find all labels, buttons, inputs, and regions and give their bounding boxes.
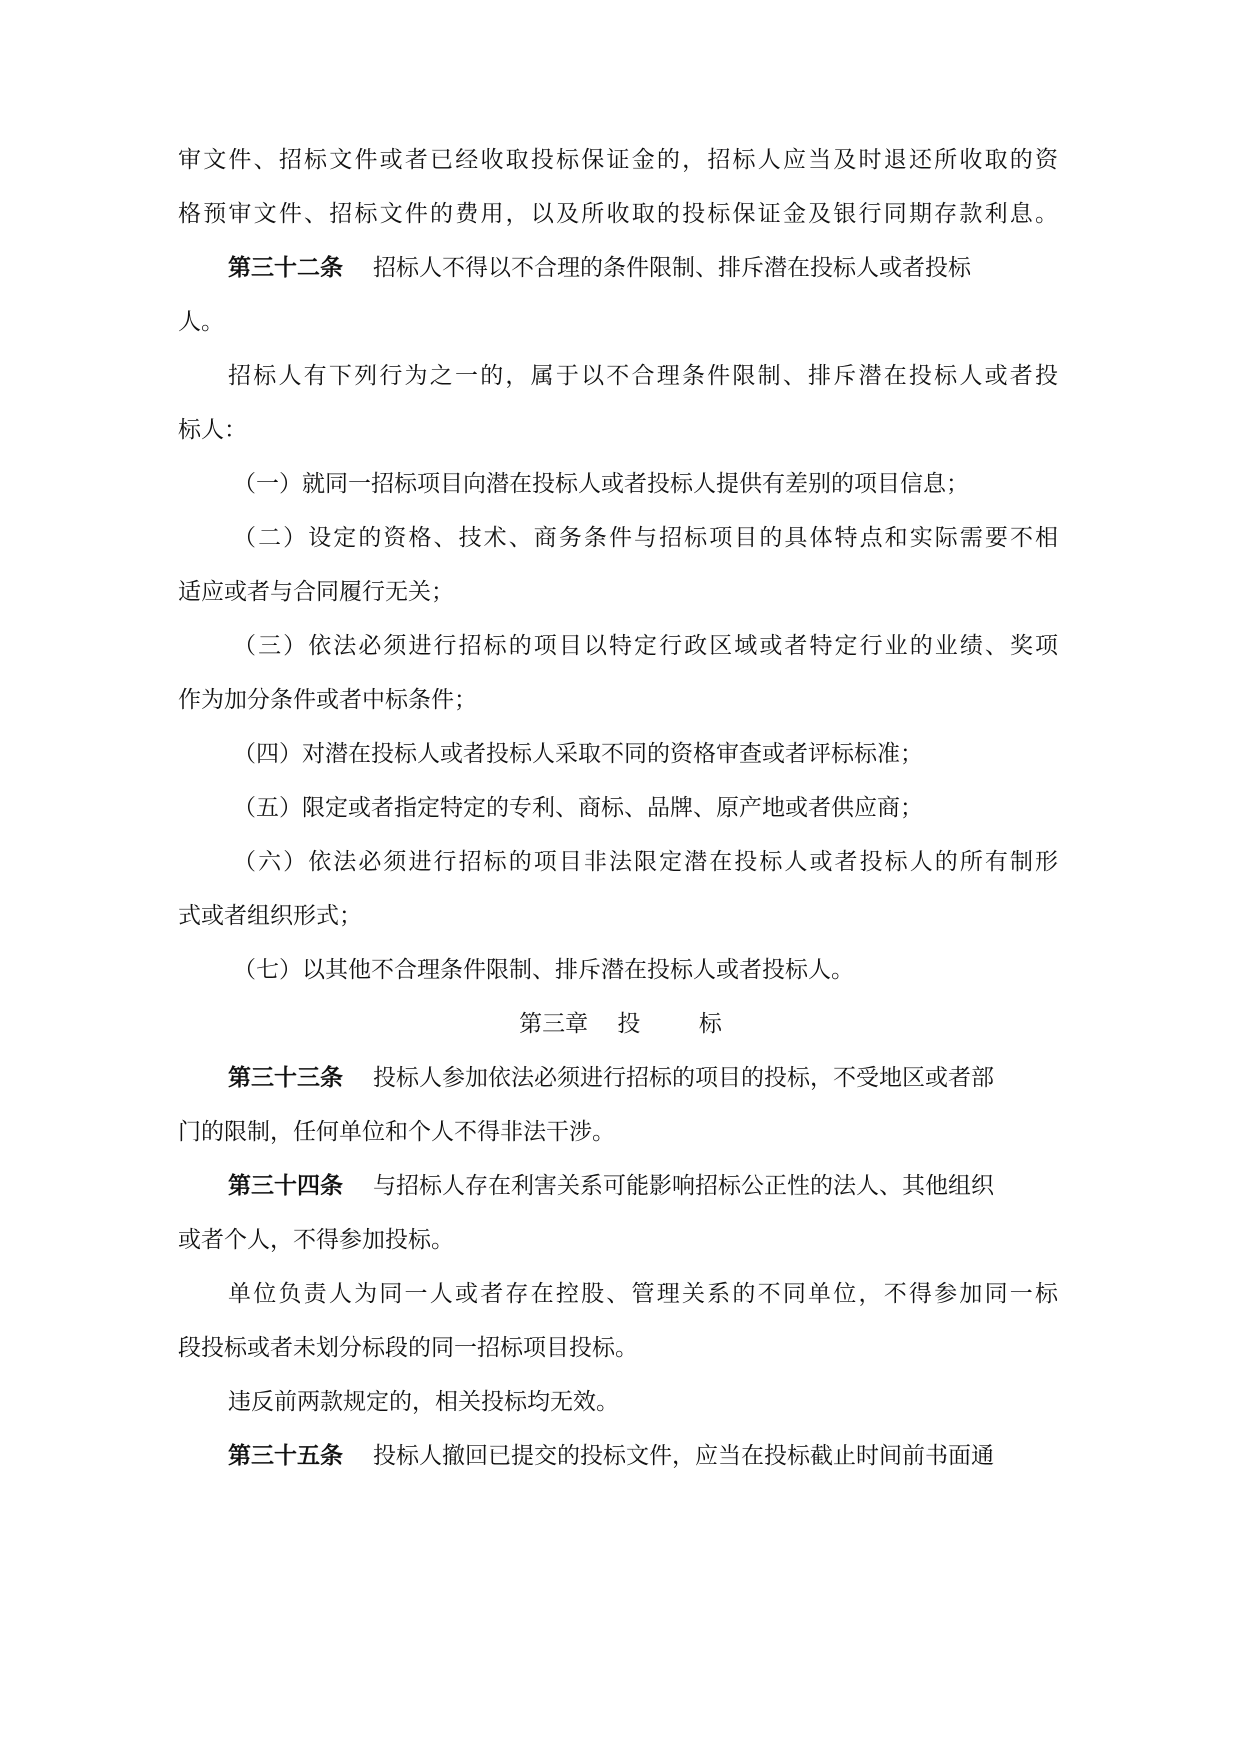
list-item-1: （一）就同一招标项目向潜在投标人或者投标人提供有差别的项目信息；: [233, 471, 969, 497]
paragraph-line: 审文件、招标文件或者已经收取投标保证金的，招标人应当及时退还所收取的资: [178, 147, 1058, 173]
paragraph-line: 违反前两款规定的，相关投标均无效。: [228, 1389, 619, 1415]
paragraph-line: 招标人有下列行为之一的，属于以不合理条件限制、排斥潜在投标人或者投: [228, 363, 1058, 389]
article-32-label: 第三十二条: [228, 254, 343, 281]
paragraph-line: 格预审文件、招标文件的费用，以及所收取的投标保证金及银行同期存款利息。: [178, 201, 1058, 227]
list-item-5: （五）限定或者指定特定的专利、商标、品牌、原产地或者供应商；: [233, 795, 923, 821]
list-item-6: （六）依法必须进行招标的项目非法限定潜在投标人或者投标人的所有制形: [233, 849, 1058, 875]
list-item-2: （二）设定的资格、技术、商务条件与招标项目的具体特点和实际需要不相: [233, 525, 1058, 551]
article-33-text: 投标人参加依法必须进行招标的项目的投标，不受地区或者部: [373, 1065, 994, 1091]
list-item-6-cont: 式或者组织形式；: [178, 903, 362, 929]
list-item-3-cont: 作为加分条件或者中标条件；: [178, 687, 477, 713]
list-item-4: （四）对潜在投标人或者投标人采取不同的资格审查或者评标标准；: [233, 741, 923, 767]
article-34-line: [228, 1157, 1058, 1215]
paragraph-line: 单位负责人为同一人或者存在控股、管理关系的不同单位，不得参加同一标: [228, 1281, 1058, 1307]
list-item-7: （七）以其他不合理条件限制、排斥潜在投标人或者投标人。: [233, 957, 854, 983]
article-35-line: [228, 1427, 1058, 1485]
paragraph-line: 标人：: [178, 417, 247, 443]
article-33-label: 第三十三条: [228, 1064, 343, 1091]
article-34-label: 第三十四条: [228, 1172, 343, 1199]
chapter-heading: 第三章 投 标: [519, 1011, 722, 1037]
article-33-line: [228, 1049, 1058, 1107]
list-item-2-cont: 适应或者与合同履行无关；: [178, 579, 454, 605]
article-34-text: 与招标人存在利害关系可能影响招标公正性的法人、其他组织: [373, 1173, 994, 1199]
paragraph-line: 门的限制，任何单位和个人不得非法干涉。: [178, 1119, 615, 1145]
paragraph-line: 段投标或者未划分标段的同一招标项目投标。: [178, 1335, 638, 1361]
article-32-line: [228, 239, 1058, 297]
paragraph-line: 或者个人，不得参加投标。: [178, 1227, 454, 1253]
article-32-text: 招标人不得以不合理的条件限制、排斥潜在投标人或者投标: [373, 255, 971, 281]
paragraph-line: 人。: [178, 309, 224, 335]
article-35-text: 投标人撤回已提交的投标文件，应当在投标截止时间前书面通: [373, 1443, 994, 1469]
list-item-3: （三）依法必须进行招标的项目以特定行政区域或者特定行业的业绩、奖项: [233, 633, 1058, 659]
article-35-label: 第三十五条: [228, 1442, 343, 1469]
